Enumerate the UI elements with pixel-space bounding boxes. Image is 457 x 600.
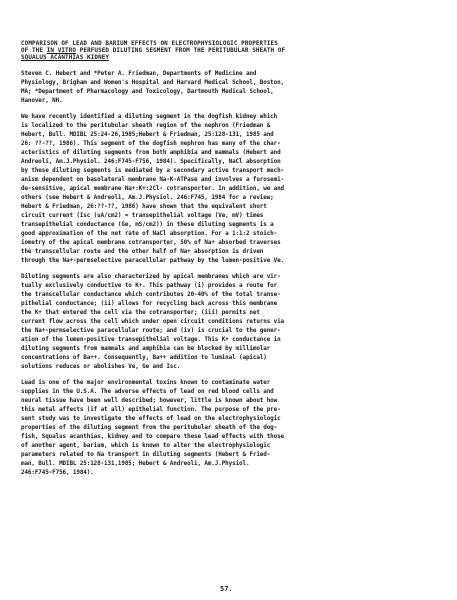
paragraph-1-line: transepithelial conductance (Ge, mS/cm2)) in these diluting segments is a xyxy=(21,221,274,228)
paragraph-1-line: Andreoli, Am.J.Physiol. 246:F745-F756, 1984). Specifically, NaCl absorption xyxy=(21,158,281,165)
paragraph-1-line: de-sensitive, apical membrane Na+:K+:2Cl- cotransporter. In addition, we and xyxy=(21,185,285,192)
paragraph-1-line: Hebert, Bull. MDIBL 25:24-26,1985;Hebert & Friedman, 25:128-131, 1985 and xyxy=(21,131,274,138)
author-line: Physiology, Brigham and Women's Hospital and Harvard Medical School, Boston, xyxy=(21,79,285,86)
paragraph-2-line: the transcellular conductance which contributes 20-40% of the total transe- xyxy=(21,291,281,298)
paragraph-2-line: concentrations of Ba++. Consequently, Ba++ addition to luminal (apical) xyxy=(21,354,267,361)
paragraph-1-line: iometry of the apical membrane cotransporter, 50% of Na+ absorbed traverses xyxy=(21,239,281,246)
paragraph-3-line: parameters related to Na transport in diluting segments (Hebert & Fried- xyxy=(21,451,271,458)
paragraph-2-line: Diluting segments are also characterized by apical membranes which are vir- xyxy=(21,273,281,280)
paragraph-1-line: anism dependent on basolateral membrane Na-K-ATPase and involves a furosemi- xyxy=(21,176,285,183)
author-line: Hanover, NH. xyxy=(21,97,63,104)
paragraph-3-line: supplies in the U.S.A. The adverse effects of lead on red blood cells and xyxy=(21,388,274,395)
paragraph-1-line: circuit current (Isc (uA/cm2) = transepithelial voltage (Ve, mV) times xyxy=(21,212,264,219)
paragraph-1-line: Hebert & Friedman, 26:??-??, 1986) have shown that the equivalent short xyxy=(21,203,267,210)
paragraph-1-line: the transcellular route and the other half of Na+ absorption is driven xyxy=(21,248,264,255)
paragraph-2-line: current flow across the cell which under open circuit conditions returns via xyxy=(21,318,285,325)
paragraph-2-line: diluting segments from mammals and amphibia can be blocked by millimolar xyxy=(21,345,271,352)
title-in-vitro: IN VITRO xyxy=(46,47,77,54)
author-line: Steven C. Hebert and *Peter A. Friedman, Departments of Medicine and xyxy=(21,70,257,77)
paragraph-3-line: man, Bull. MDIBL 25:128-131,1985; Hebert & Andreoli, Am.J.Physiol. xyxy=(21,460,250,467)
title-line-2-end: PERFUSED DILUTING SEGMENT FROM THE PERITUBULAR SHEATH OF xyxy=(76,47,286,54)
paragraph-3-line: this metal affects (if at all) epithelial function. The purpose of the pre- xyxy=(21,406,281,413)
paragraph-1-line: through the Na+-permselective paracellular pathway by the lumen-positive Ve. xyxy=(21,257,285,264)
paragraph-1-line: by these diluting segments is mediated by a secondary active transport mech- xyxy=(21,167,285,174)
paragraph-3-line: properties of the diluting segment from the peritubular sheath of the dog- xyxy=(21,424,278,431)
paragraph-1-line: 26: ??-??, 1986). This segment of the dogfish nephron has many of the char- xyxy=(21,140,281,147)
title-line-2-start: OF THE xyxy=(21,47,47,54)
paragraph-3-line: of another agent, barium, which is known to alter the electrophysiologic xyxy=(21,442,271,449)
paragraph-1-line: acteristics of diluting segments from both amphibia and mammals (Hebert and xyxy=(21,149,281,156)
paragraph-1-line: others (see Hebert & Andreoli, Am.J.Physiol. 246:F745, 1984 for a review; xyxy=(21,194,274,201)
paragraph-1-line: We have recently identified a diluting segment in the dogfish kidney which xyxy=(21,113,278,120)
paragraph-2-line: ation of the lumen-positive transepithelial voltage. This K+ conductance in xyxy=(21,336,281,343)
author-line: MA; *Department of Pharmacology and Toxicology, Dartmouth Medical School, xyxy=(21,88,274,95)
paragraph-2-line: pithelial conductance; (ii) allows for recycling back across this membrane xyxy=(21,300,278,307)
paragraph-3-line: Lead is one of the major environmental toxins known to contaminate water xyxy=(21,379,271,386)
paragraph-3-line: neural tissue have been well described; however, little is known about how xyxy=(21,397,278,404)
paragraph-1-line: good approximation of the net rate of NaCl absorption. For a 1:1:2 stoich- xyxy=(21,230,278,237)
paragraph-2-line: the Na+-permselective paracellular route; and (iv) is crucial to the gener- xyxy=(21,327,281,334)
paragraph-2-line: tually exclusively conductive to K+. This pathway (i) provides a route for xyxy=(21,282,278,289)
paragraph-2-line: solutions reduces or abolishes Ve, Ge and Isc. xyxy=(21,363,181,370)
page-number: 57. xyxy=(220,585,233,593)
title-line-1: COMPARISON OF LEAD AND BARIUM EFFECTS ON ELECTROPHYSIOLOGIC PROPERTIES xyxy=(21,40,278,47)
paragraph-2-line: the K+ that entered the cell via the cotransporter; (iii) permits net xyxy=(21,309,260,316)
paragraph-3-line: 246:F745-F756, 1984). xyxy=(21,469,94,476)
title-line-3: SQUALUS ACANTHIAS KIDNEY xyxy=(21,54,110,61)
paragraph-1-line: is localized to the peritubular sheath region of the nephron (Friedman & xyxy=(21,122,271,129)
paragraph-3-line: fish, Squalus acanthias, kidney and to compare these lead effects with those xyxy=(21,433,285,440)
paragraph-3-line: sent study was to investigate the effects of lead on the electrophysiologic xyxy=(21,415,281,422)
